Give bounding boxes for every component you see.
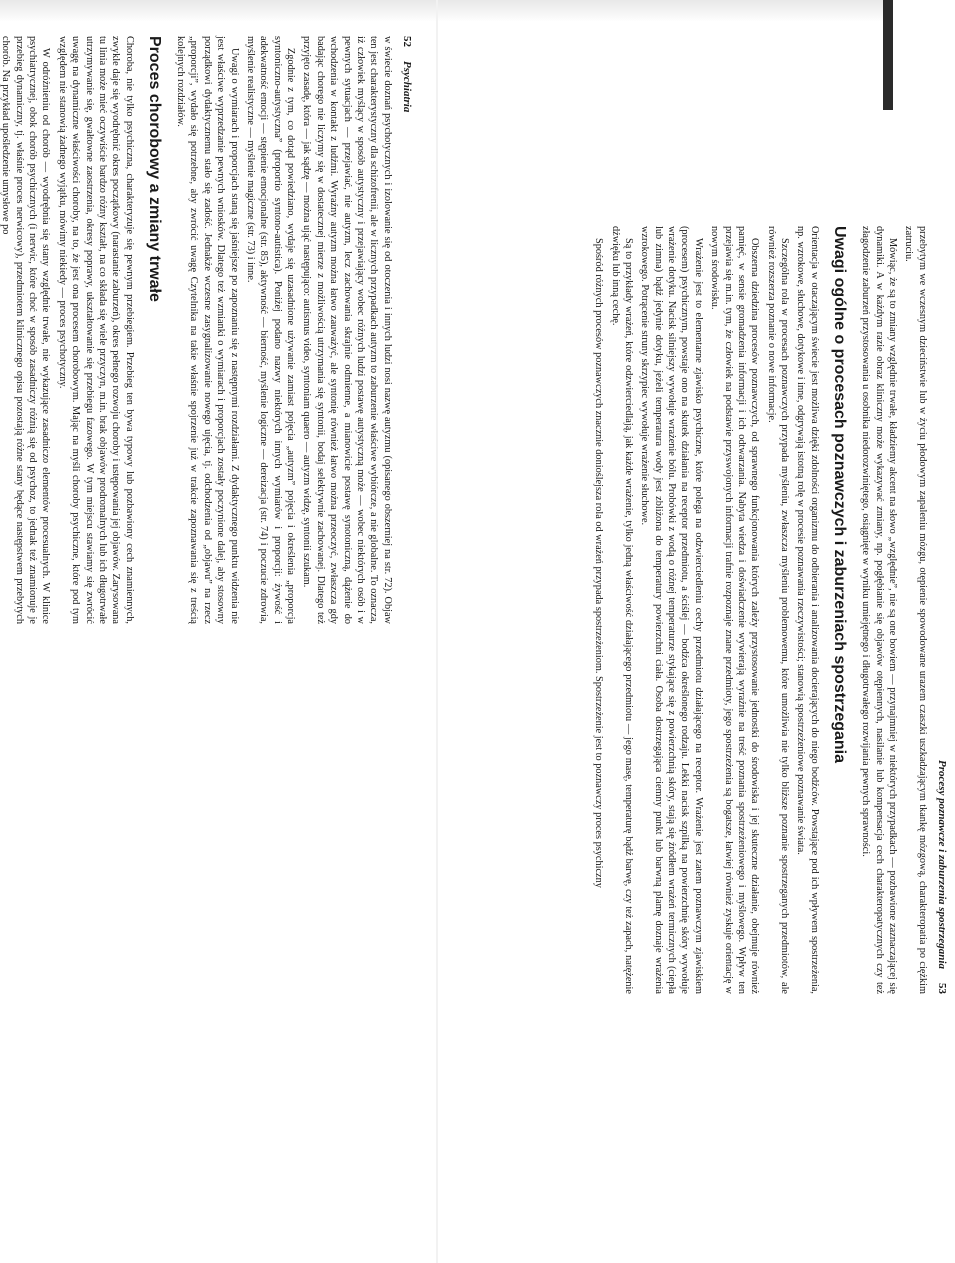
paragraph: przebytym we wczesnym dzieciństwie lub w życiu płodowym zapaleniu mózgu, otępienie spowodowane urazem czaszki uszkadzającym tkankę mózgową, charakteropatia po ciężkim zatruciu. — [903, 226, 928, 994]
paragraph: Szczególna rola w procesach poznawczych przypada myśleniu, zwłaszcza myśleniu problemowemu, które umożliwia nie tylko bliższe poznanie spostrzeganych przedmiotów, ale również rozszerza poznanie o nowe informacje. — [765, 226, 791, 994]
page-header — [400, 36, 414, 624]
paragraph: W odróżnieniu od chorób — wyodrębnia się stany względnie trwałe, nie wykazujące zasadniczo elementów procesualnych. W klinice psychiatrycznej, obok chorób psychicznych (i nerwic, które choć w sposób zasadniczy różnią się od psychoz, to jednak też znamionuje je przebieg dynamiczny, tj. właśnie proces nerwicowy), przedmiotem klinicznego opisu pozostają różne stany będące następstwem przebytych chorób. Na przykład upośledzenie umysłowe po — [0, 36, 52, 624]
page-number: 53 — [936, 983, 948, 994]
running-head: Psychiatria — [401, 61, 413, 113]
paragraph: Obszerna dziedzina procesów poznawczych, od sprawnego funkcjonowania których zależy przystosowanie jednostki do środowiska i jej skuteczne działanie, obejmuje również pamięć, w sensie gromadzenia informacji i ich odtwarzania. Nabyta wiedza i doświadczenie wywierają wyraźnie na treść poznania spostrzeżeniowego i myślowego. Wpływ ten przejawia się m.in. tym, że człowiek na podstawie przyswojonych informacji trafnie rozpoznaje znane przedmioty, jego spostrzeżenia są bogatsze, łatwiej również zyskuje orientację w nowym środowisku. — [709, 226, 761, 994]
scan-right-edge — [883, 0, 893, 110]
paragraph: Spośród różnych procesów poznawczych znacznie donioślejsza rola od wrażeń przypada spostrzeżeniom. Spostrzeżenie jest to poznawczy proces psychiczny — [593, 238, 605, 888]
section-heading: Uwagi ogólne o procesach poznawczych i zaburzeniach spostrzegania — [830, 226, 848, 764]
paragraph: Orientacja w otaczającym świecie jest możliwa dzięki zdolności organizmu do odbierania i analizowania docierających do niego bodźców. Powstające pod ich wpływem spostrzeżenia, np. wzrokowe, słuchowe, dotykowe i inne, odgrywają istotną rolę w procesie poznawania rzeczywistości; stanowią spostrzeżeniowe poznawanie świata. — [795, 226, 820, 994]
paragraph: w świecie doznań psychotycznych i izolowanie się od otoczenia i innych ludzi nosi nazwę autyzmu (opisanego obszerniej na str. 72). Objaw ten jest charakterystyczny dla schizofrenii, ale w licznych przypadkach autyzm to zaburzenie właściwe wybiórcze, a nie globalne. To oznacza, iż człowiek myślący w sposób autystyczny i przejawiający wobec różnych ludzi postawę autystyczną może — wobec niektórych osób i w pewnych sytuacjach — przejawiać, nie autyzm, lecz zachowania skrajnie odmienne, a mianowicie postawę synotoniczną, dążenie do wchodzenia w kontakt z ludźmi. Wyraźny autyzm można łatwo zauważyć, ale syntonię również łatwo można przeoczyć, zwłaszcza gdy badając chorego nie liczymy się w dostatecznej mierze z możliwością utrzymania się syntonii, bodaj selektywnie zachowanej. Dlatego też przyjęto zasadę, która — jak sądzę — można ująć następująco: autismus video, syntoniam quaero — autyzm widzę, syntonii szukam. — [301, 36, 393, 624]
scan-top-edge — [0, 0, 893, 22]
page-header — [935, 226, 949, 994]
book-page-right — [535, 220, 955, 1000]
paragraph: Wrażenie jest to elementarne zjawisko psychiczne, które polega na odzwierciedleniu cechy przedmiotu działającego na receptor. Wrażenie jest zatem poznawczym zjawiskiem (procesem) psychicznym, powstaje ono na skutek działania na receptor przedmiotu, a ściślej — bodźca określonego rodzaju. Lekki nacisk szpilką na powierzchnię skóry wywołuje wrażenie dotyku. Nacisk silniejszy wywołuje wrażenie bólu. Probówki z wodą o różnej temperaturze stykające się z powierzchnią skóry, stają się źródłem wrażeń termicznych (ciepła lub zimna) bądź jedynie dotyku, jeżeli temperatura wody jest zbliżona do temperatury powierzchni ciała. Osoba dostrzegająca ciemny punkt lub barwną plamę doznaje wrażenia wzrokowego. Potrącenie struny skrzypiec wywołuje wrażenie słuchowe. — [639, 226, 704, 994]
book-fold — [436, 0, 438, 1263]
running-head: Procesy poznawcze i zaburzenia spostrzegania — [936, 759, 948, 969]
paragraph: Są to przykłady wrażeń, które odzwierciedlają, jak każde wrażenie, tylko jedną właściwość działającego przedmiotu — jego masę, temperaturę bądź barwę, czy też zapach, natężenie dźwięku lub inną cechę. — [609, 226, 634, 994]
book-page-left — [0, 30, 420, 630]
page-number: 52 — [401, 36, 413, 47]
paragraph: Choroba, nie tylko psychiczna, charakteryzuje się pewnym przebiegiem. Przebieg ten bywa typowy lub pozbawiony cech znamiennych, zwykle daje się wyodrębnić okres początkowy (narastanie zaburzeń), okres pełnego rozwoju choroby i ustępowania jej objawów. Zarysowana tu linia może mieć oczywiście bardzo różny kształt, na co składa się wiele przyczyn, m.in. brak objawów prodromalnych lub ich długotrwałe utrzymywanie się, gwałtowne zaostrzenia, okresy poprawy, ukształtowanie się przebiegu fazowego. W tym miejscu stawiamy się zwrócić uwagę na dynamiczne właściwości choroby, na to, że jest ona procesem chorobowym. Mając na myśli choroby psychiczne, które pod tym względem nie stanowią żadnego wyjątku, mówimy niekiedy — proces psychotyczny. — [56, 36, 135, 624]
paragraph: Zgodnie z tym, co dotąd powiedziano, wydaje się uzasadnione używanie zamiast pojęcia „autyzm” pojęcia i określenia „proporcja syntoniczno-autystyczna” (proportio syntono-autistica). Poniżej podano nazwy niektórych innych wymiarów i proporcji: żywość i adekwatność emocji — stępienie emocjonalne (str. 85), aktywność — bierność, myślenie logiczne — dereizacja (str. 74) i poczucie zdrowia, myślenie realistyczne — myślenie magiczne (str. 73) i inne. — [244, 36, 297, 624]
paragraph: Uwagi o wymiarach i proporcjach staną się jaśniejsze po zapoznaniu się z następnymi rozdziałami. Z dydaktycznego punktu widzenia nie jest właściwe wyprzedzanie pewnych wniosków. Dlatego też wzmianki o wymiarach i proporcjach zostały poczynione dalej, aby stosowny porządkowi dydaktycznemu stało się zadość. Jednakże wczesne zasygnalizowanie nowego ujęcia, tj. odchodzenia od „objawu” na rzecz „proporcji”, wydało się potrzebne, aby zwrócić uwagę Czytelnika na takie właśnie spojrzenie już w trakcie zapoznawania się z treścią kolejnych rozdziałów. — [175, 36, 240, 624]
paragraph: Mówiąc, że są to zmiany względnie trwałe, kładziemy akcent na słowo „względnie”, nie są one bowiem — przynajmniej w niektórych przypadkach — pozbawione zaznaczającej się dynamiki. A w każdym razie obraz kliniczny może wykazywać zmiany, np. pogłębianie się objawów otępiennych, nasilanie lub kompensacja cech charakteropatycznych czy też złagodzenie zaburzeń przystosowania u osobnika niedorozwiniętego, osiągnięte w wyniku umiejętnego i długotrwałego rozwijania pewnych sprawności. — [860, 226, 898, 994]
section-heading: Proces chorobowy a zmiany trwałe — [145, 36, 163, 302]
